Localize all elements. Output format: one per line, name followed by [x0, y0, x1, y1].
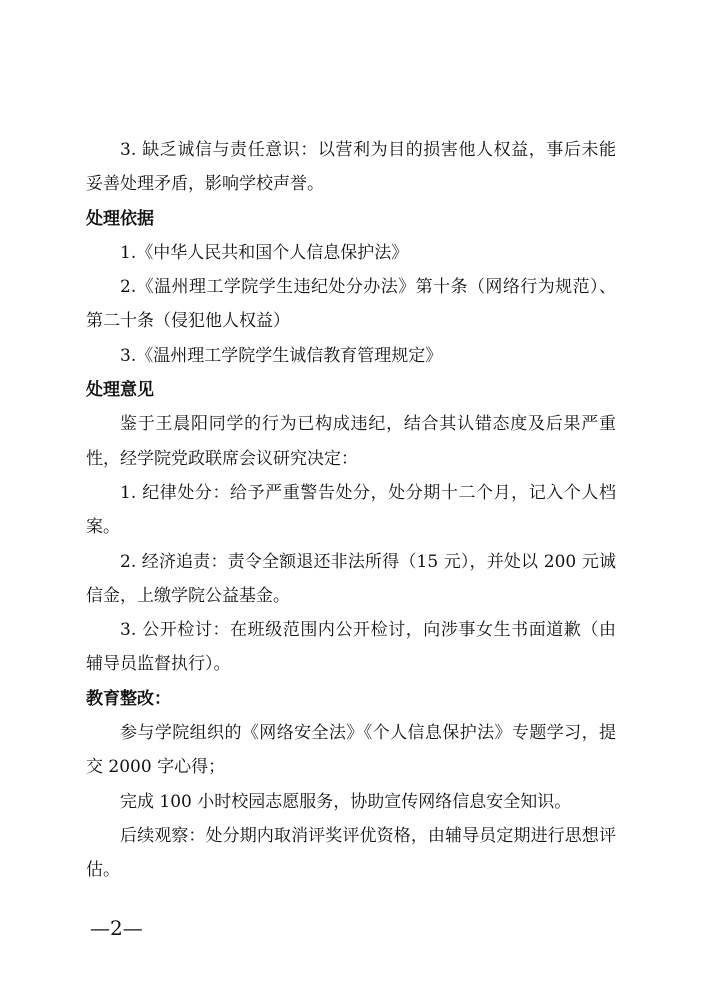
paragraph: 1. 纪律处分：给予严重警告处分，处分期十二个月，记入个人档案。 — [86, 482, 616, 538]
paragraph: 3. 公开检讨：在班级范围内公开检讨，向涉事女生书面道歉（由辅导员监督执行）。 — [86, 620, 616, 675]
paragraph: 2.《温州理工学院学生违纪处分办法》第十条（网络行为规范）、第二十条（侵犯他人权益） — [86, 277, 616, 332]
paragraph: 后续观察：处分期内取消评奖评优资格，由辅导员定期进行思想评估。 — [86, 825, 616, 881]
paragraph: 参与学院组织的《网络安全法》《个人信息保护法》专题学习，提交 2000 字心得； — [86, 723, 616, 778]
paragraph: 完成 100 小时校园志愿服务，协助宣传网络信息安全知识。 — [120, 791, 572, 812]
paragraph: 鉴于王晨阳同学的行为已构成违纪，结合其认错态度及后果严重性，经学院党政联席会议研究决定： — [86, 414, 616, 469]
page-number: —2— — [90, 916, 143, 940]
paragraph: 1.《中华人民共和国个人信息保护法》 — [120, 242, 409, 263]
section-heading: 处理依据 — [86, 208, 154, 229]
paragraph: 3. 缺乏诚信与责任意识：以营利为目的损害他人权益，事后未能妥善处理矛盾，影响学校声誉。 — [86, 140, 616, 195]
section-heading: 处理意见 — [86, 380, 154, 401]
paragraph: 2. 经济追责：责令全额退还非法所得（15 元），并处以 200 元诚信金，上缴学院公益基金。 — [86, 551, 616, 606]
document-body — [86, 133, 616, 888]
paragraph: 3.《温州理工学院学生诚信教育管理规定》 — [120, 345, 443, 366]
section-heading: 教育整改： — [86, 688, 171, 709]
